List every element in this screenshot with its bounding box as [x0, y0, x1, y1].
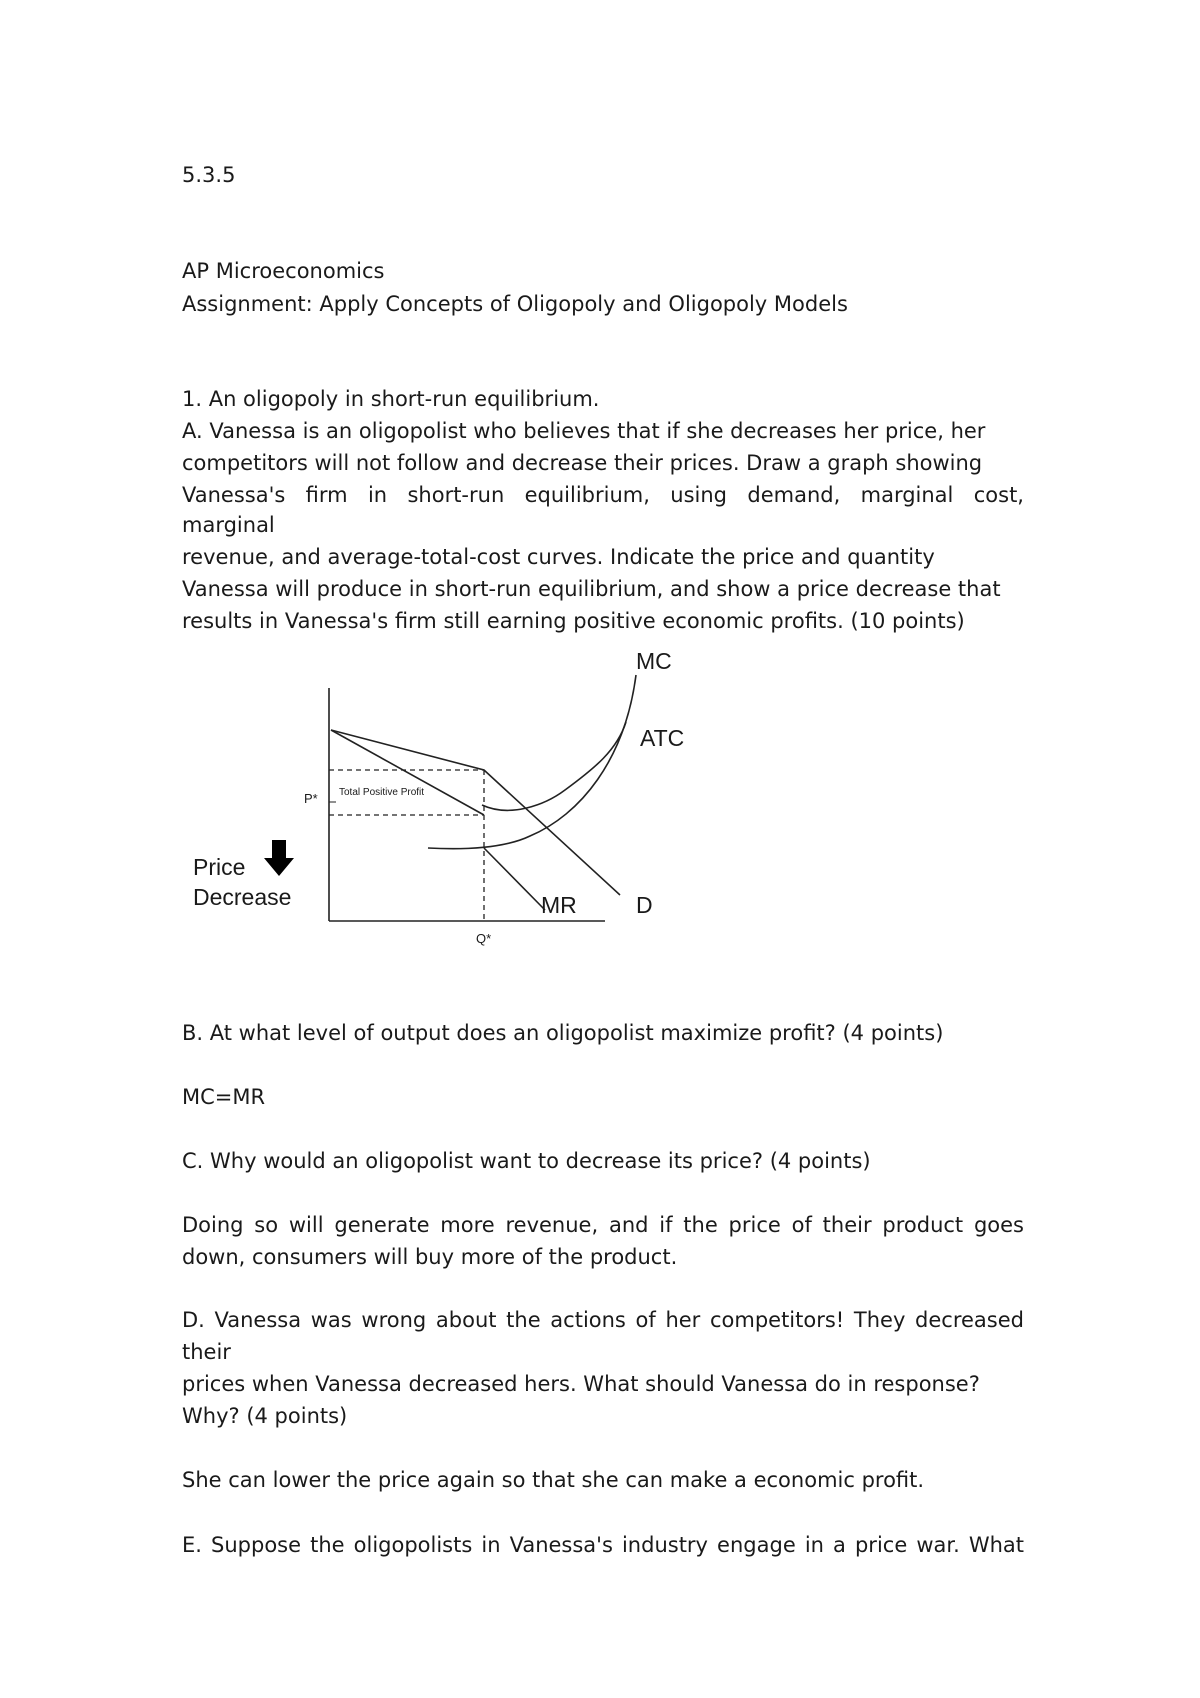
part-a-line: results in Vanessa's firm still earning positive economic profits. (10 points): [182, 609, 965, 633]
profit-area-label: Total Positive Profit: [339, 787, 425, 798]
marginal-revenue-curve: [331, 730, 484, 815]
assignment-title: Assignment: Apply Concepts of Oligopoly and Oligopoly Models: [182, 292, 848, 316]
price-decrease-label: Price: [193, 854, 246, 880]
part-a-line: Vanessa's firm in short-run equilibrium, using demand, marginal cost,: [182, 483, 1024, 507]
part-a-line: competitors will not follow and decrease their prices. Draw a graph showing: [182, 451, 983, 475]
atc-label: ATC: [640, 725, 685, 751]
part-d-question-line: their: [182, 1340, 231, 1364]
marginal-revenue-curve-lower: [484, 848, 545, 910]
part-c-answer-line: down, consumers will buy more of the product.: [182, 1245, 678, 1269]
part-a-line: revenue, and average-total-cost curves. Indicate the price and quantity: [182, 545, 935, 569]
part-a-line: Vanessa will produce in short-run equilibrium, and show a price decrease that: [182, 577, 1001, 601]
price-axis-label: P*: [304, 791, 318, 806]
part-e-question: E. Suppose the oligopolists in Vanessa's industry engage in a price war. What: [182, 1533, 1024, 1557]
average-total-cost-curve: [482, 722, 626, 810]
course-title: AP Microeconomics: [182, 259, 385, 283]
part-b-answer: MC=MR: [182, 1085, 266, 1109]
part-b-question: B. At what level of output does an oligopolist maximize profit? (4 points): [182, 1021, 944, 1045]
marginal-cost-curve: [428, 675, 636, 849]
part-c-answer-line: Doing so will generate more revenue, and if the price of their product goes: [182, 1213, 1024, 1237]
part-c-question: C. Why would an oligopolist want to decrease its price? (4 points): [182, 1149, 871, 1173]
part-a-line: A. Vanessa is an oligopolist who believes that if she decreases her price, her: [182, 419, 986, 443]
mr-label: MR: [541, 892, 577, 918]
price-decrease-label: Decrease: [193, 884, 292, 910]
part-d-answer: She can lower the price again so that she can make a economic profit.: [182, 1468, 925, 1492]
section-number: 5.3.5: [182, 163, 236, 187]
part-a-line: marginal: [182, 513, 275, 537]
quantity-axis-label: Q*: [476, 931, 492, 946]
down-arrow-icon: [264, 840, 294, 876]
part-d-question-line: Why? (4 points): [182, 1404, 348, 1428]
part-d-question-line: D. Vanessa was wrong about the actions of her competitors! They decreased: [182, 1308, 1024, 1332]
question-1-heading: 1. An oligopoly in short-run equilibrium.: [182, 387, 600, 411]
demand-label: D: [636, 892, 653, 918]
part-d-question-line: prices when Vanessa decreased hers. What should Vanessa do in response?: [182, 1372, 980, 1396]
mc-label: MC: [636, 648, 672, 674]
